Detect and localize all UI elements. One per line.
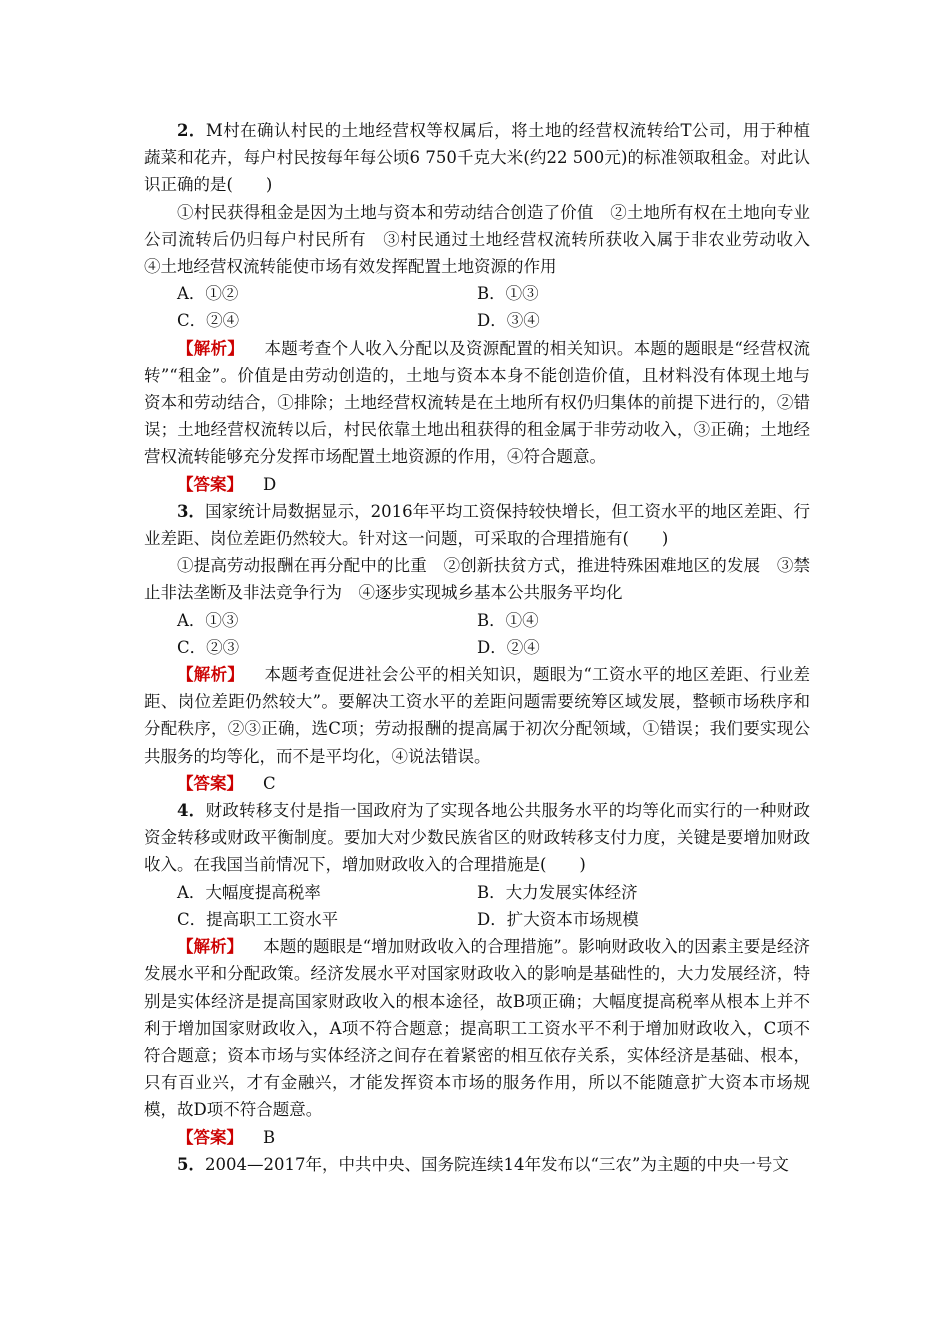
option-c: C．②③ <box>177 637 240 657</box>
question-2-answer <box>144 471 810 498</box>
question-4-answer <box>144 1124 810 1151</box>
answer-value: C <box>263 773 276 793</box>
analysis-label: 【解析】 <box>177 338 245 358</box>
analysis-label: 【解析】 <box>177 665 245 685</box>
question-3-analysis <box>144 661 810 770</box>
option-a: A．①② <box>177 284 239 304</box>
answer-label: 【答案】 <box>177 474 243 494</box>
option-d: D．③④ <box>477 311 540 331</box>
answer-label: 【答案】 <box>177 773 243 793</box>
option-d: D．②④ <box>477 637 540 657</box>
document-body <box>144 117 827 1178</box>
question-4-options-row2 <box>144 906 810 933</box>
question-4-options <box>144 879 810 906</box>
option-a: A．①③ <box>177 610 239 630</box>
analysis-text: 本题考查促进社会公平的相关知识，题眼为“工资水平的地区差距、行业差距、岗位差距仍然较大”。要解决工资水平的差距问题需要统筹区域发展，整顿市场秩序和分配秩序，②③正确，选C项；劳动报酬的提高属于初次分配领域，①错误；我们要实现公共服务的均等化，而不是平均化，④说法错误。 <box>144 665 811 766</box>
option-d: D．扩大资本市场规模 <box>477 909 639 929</box>
question-3-answer <box>144 770 810 797</box>
question-number: 3． <box>177 501 206 521</box>
question-2-options-row2 <box>144 307 810 334</box>
option-c: C．②④ <box>177 311 240 331</box>
option-b: B．大力发展实体经济 <box>477 882 638 902</box>
question-3-options <box>144 607 810 634</box>
option-a: A．大幅度提高税率 <box>177 882 321 902</box>
question-text: 2004—2017年，中共中央、国务院连续14年发布以“三农”为主题的中央一号文 <box>204 1154 789 1174</box>
answer-value: D <box>263 474 277 494</box>
question-3-options-row2 <box>144 634 810 661</box>
question-2-analysis <box>144 335 810 471</box>
analysis-text: 本题的题眼是“增加财政收入的合理措施”。影响财政收入的因素主要是经济发展水平和分配政策。经济发展水平对国家财政收入的影响是基础性的，大力发展经济，特别是实体经济是提高国家财政收入的根本途径，故B项正确；大幅度提高税率从根本上并不利于增加国家财政收入，A项不符合题意；提高职工工资水平不利于增加财政收入，C项不符合题意；资本市场与实体经济之间存在着紧密的相互依存关系，实体经济是基础、根本，只有百业兴，才有金融兴，才能发挥资本市场的服务作用，所以不能随意扩大资本市场规模，故D项不符合题意。 <box>144 937 811 1120</box>
question-2-statements: ①村民获得租金是因为土地与资本和劳动结合创造了价值 ②土地所有权在土地向专业公司流转后仍归每户村民所有 ③村民通过土地经营权流转所获收入属于非农业劳动收入 ④土地经营权流转能使市场有效发挥配置土地资源的作用 <box>144 202 827 277</box>
question-3-stem <box>144 498 810 552</box>
question-3-statements: ①提高劳动报酬在再分配中的比重 ②创新扶贫方式，推进特殊困难地区的发展 ③禁止非法垄断及非法竞争行为 ④逐步实现城乡基本公共服务平均化 <box>144 556 810 603</box>
answer-value: B <box>263 1127 276 1147</box>
question-4-stem <box>144 797 810 879</box>
option-c: C．提高职工工资水平 <box>177 909 339 929</box>
option-b: B．①③ <box>477 284 539 304</box>
option-b: B．①④ <box>477 610 539 630</box>
analysis-label: 【解析】 <box>177 937 244 957</box>
analysis-text: 本题考查个人收入分配以及资源配置的相关知识。本题的题眼是“经营权流转”“租金”。价值是由劳动创造的，土地与资本本身不能创造价值，且材料没有体现土地与资本和劳动结合，①排除；土地经营权流转是在土地所有权仍归集体的前提下进行的，②错误；土地经营权流转以后，村民依靠土地出租获得的租金属于非劳动收入，③正确；土地经营权流转能够充分发挥市场配置土地资源的作用，④符合题意。 <box>144 338 811 467</box>
question-number: 4． <box>177 801 206 821</box>
question-2-stem <box>144 117 810 199</box>
question-5-stem <box>144 1151 810 1178</box>
question-text: M村在确认村民的土地经营权等权属后，将土地的经营权流转给T公司，用于种植蔬菜和花卉，每户村民按每年每公顷6 750千克大米(约22 500元)的标准领取租金。对此认识正确的是( ) <box>144 121 810 195</box>
question-text: 财政转移支付是指一国政府为了实现各地公共服务水平的均等化而实行的一种财政资金转移或财政平衡制度。要加大对少数民族省区的财政转移支付力度，关键是要增加财政收入。在我国当前情况下，增加财政收入的合理措施是( ) <box>144 801 810 875</box>
question-number: 5． <box>177 1154 205 1174</box>
question-text: 国家统计局数据显示，2016年平均工资保持较快增长，但工资水平的地区差距、行业差距、岗位差距仍然较大。针对这一问题，可采取的合理措施有( ) <box>144 501 810 549</box>
question-4-analysis <box>144 933 810 1123</box>
question-number: 2． <box>177 121 206 140</box>
question-2-options <box>144 280 810 307</box>
answer-label: 【答案】 <box>177 1127 243 1147</box>
